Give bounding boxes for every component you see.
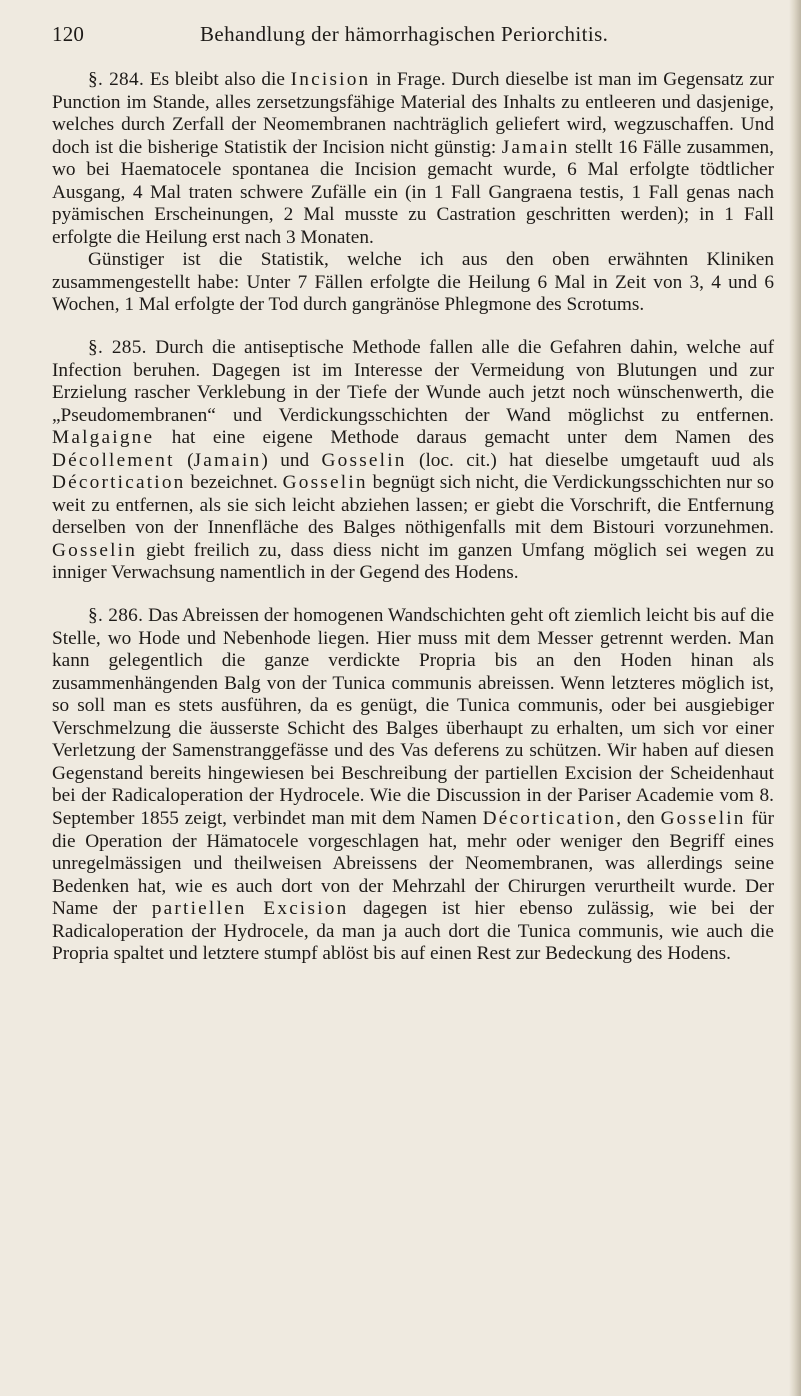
running-title: Behandlung der hämorrhagischen Periorchitis. (200, 22, 609, 46)
paragraph-285 (52, 337, 774, 585)
section-number: §. 284. (88, 69, 145, 90)
text-run: (loc. cit.) hat dieselbe umgetauft uud als (406, 449, 774, 471)
paragraph-284 (52, 69, 774, 249)
page-binding-shadow (789, 0, 801, 1396)
text-run: bezeichnet. (185, 472, 283, 494)
text-run: Das Abreissen der homogenen Wandschichten geht oft ziemlich leicht bis auf die Stelle, wo Hode und Nebenhode liegen. Hier muss mit dem Messer getrennt werden. Man kann gelegentlich die ganze verdickte Propria bis an den Hoden hinan als zusammenhängenden Balg von der Tunica communis abreissen. Wenn letzteres möglich ist, so soll man es stets ausführen, da es genügt, die Tunica communis, oder bei ausgiebiger Verschmelzung die äusserste Schicht des Balges überhaupt zu erhalten, um sich vor einer Verletzung der Samenstranggefässe und des Vas deferens zu schützen. Wir haben auf diesen Gegenstand bereits hingewiesen bei Beschreibung der partiellen Excision der Scheidenhaut bei der Radicaloperation der Hydrocele. Wie die Discussion in der Pariser Academie vom 8. September 1855 zeigt, verbindet man mit dem Namen (52, 605, 775, 829)
spaced-term: Décortication (482, 807, 617, 829)
spaced-term: Incision (290, 69, 371, 90)
author-name: Gosselin (282, 472, 368, 494)
text-run: dagegen ist hier ebenso zulässig, wie bei der Radicaloperation der Hydrocele, da man ja auch dort die Tunica communis, wie auch die Propria spaltet und letztere stumpf ablöst bis auf einen Rest zur Bedeckung des Hodens. (52, 898, 774, 965)
text-run: Durch die antiseptische Methode fallen alle die Gefahren dahin, welche auf Infection beruhen. Dagegen ist im Interesse der Vermeidung von Blutungen und zur Erzielung rascher Verklebung in der Tiefe der Wunde auch jetzt noch wünschenwerth, die „Pseudomembranen“ und Verdickungsschichten der Wand möglichst zu entfernen. (52, 337, 775, 426)
spaced-term: partiellen Excision (151, 898, 349, 920)
book-page (52, 22, 774, 966)
text-run: stellt 16 Fälle zusammen, wo bei Haematocele spontanea die Incision gemacht wurde, 6 Mal erfolgte tödtlicher Ausgang, 4 Mal traten schwere Zufälle ein (in 1 Fall Gangraena testis, 1 Fall genas nach pyämischen Erscheinungen, 2 Mal musste zu Castration geschritten werden); in 1 Fall erfolgte die Heilung erst nach 3 Monaten. (52, 136, 774, 248)
author-name: Gosselin (321, 449, 407, 471)
author-name: Gosselin (52, 539, 138, 561)
text-run: begnügt sich nicht, die Verdickungsschichten nur so weit zu entfernen, als sie sich leicht abziehen lassen; er giebt die Vorschrift, die Entfernung derselben von der Innenfläche des Balges nöthigenfalls mit dem Bistouri vorzunehmen. (52, 472, 775, 539)
paragraph-statistics (52, 249, 774, 317)
text-run: für die Operation der Hämatocele vorgeschlagen hat, mehr oder weniger den Begriff eines unregelmässigen und theilweisen Abreissens der Neomembranen, was allerdings seine Bedenken hat, wie es auch dort von der Mehrzahl der Chirurgen verurtheilt wurde. Der Name der (52, 807, 774, 920)
page-header (52, 22, 774, 52)
text-run: Günstiger ist die Statistik, welche ich aus den oben erwähnten Kliniken zusammengestellt habe: Unter 7 Fällen erfolgte die Heilung 6 Mal in Zeit von 3, 4 und 6 Wochen, 1 Mal erfolgte der Tod durch gangränöse Phlegmone des Scrotums. (52, 249, 774, 316)
author-name: Jamain (193, 449, 262, 471)
author-name: Jamain (501, 136, 570, 158)
text-run: hat eine eigene Methode daraus gemacht unter dem Namen des (154, 427, 774, 449)
spaced-term: Décortication (52, 472, 186, 494)
text-run: in Frage. Durch dieselbe ist man im Gegensatz zur Punction im Stande, alles zersetzungsfähige Material des Inhalts zu entleeren und dasjenige, welches durch Zerfall der Neomembranen nachträglich geliefert wird, wegzuschaffen. Und doch ist die bisherige Statistik der Incision nicht günstig: (52, 69, 774, 158)
author-name: Gosselin (660, 807, 746, 829)
page-number: 120 (52, 22, 85, 46)
page-body (52, 69, 774, 966)
text-run: ) und (261, 449, 322, 471)
text-run: ( (174, 449, 194, 471)
spaced-term: Décollement (52, 449, 175, 471)
author-name: Malgaigne (52, 427, 155, 449)
paragraph-286 (52, 605, 774, 966)
section-number: §. 286. (88, 605, 144, 627)
text-run: giebt freilich zu, dass diess nicht im ganzen Umfang möglich sei wegen zu inniger Verwachsung namentlich in der Gegend des Hodens. (52, 539, 774, 584)
text-run: Es bleibt also die (144, 69, 291, 90)
section-number: §. 285. (88, 337, 147, 359)
text-run: , den (616, 807, 661, 829)
